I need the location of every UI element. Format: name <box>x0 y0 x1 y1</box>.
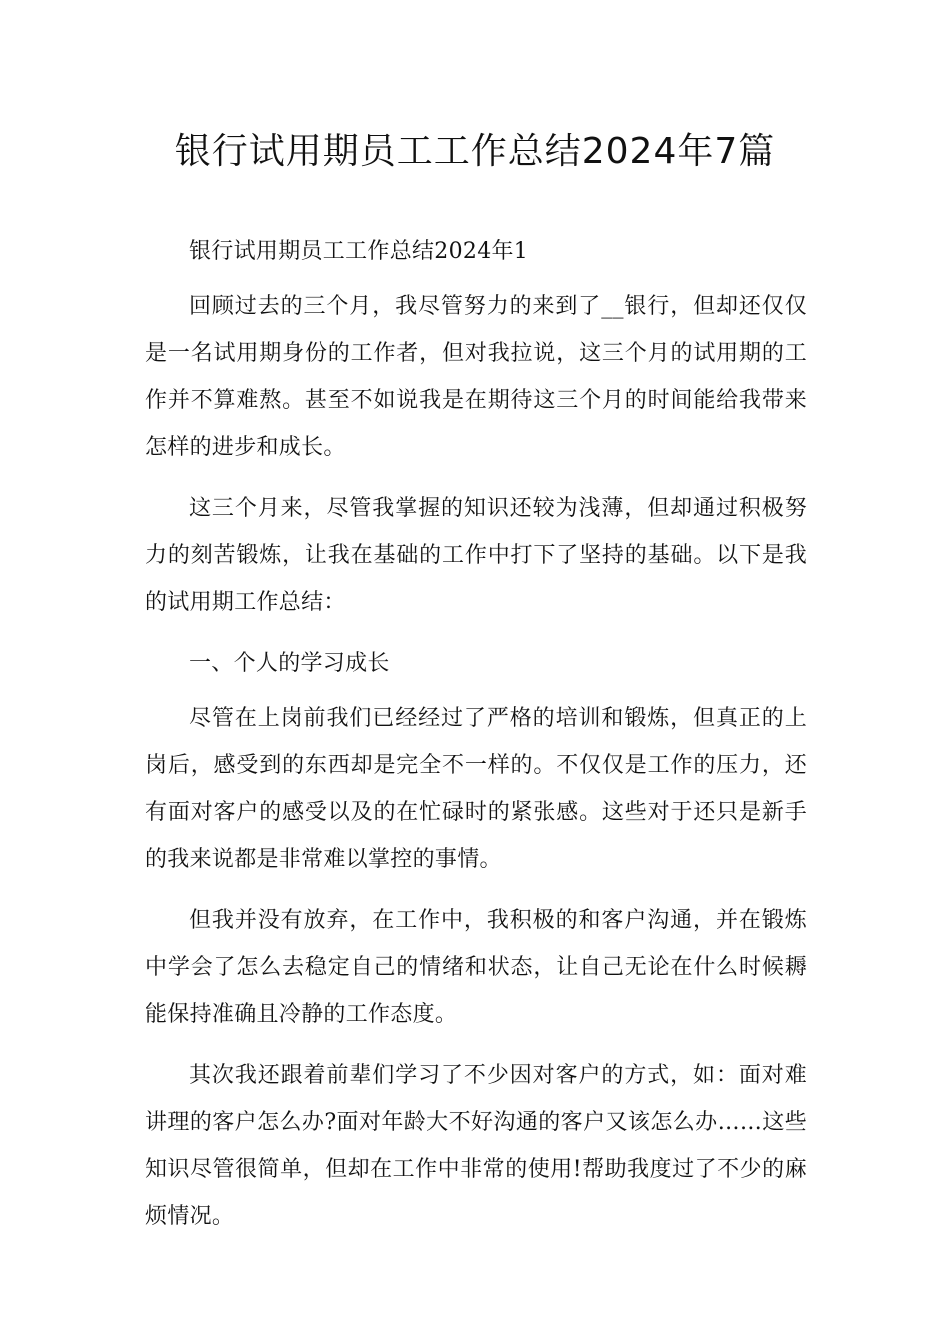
paragraph-methods: 其次我还跟着前辈们学习了不少因对客户的方式，如：面对难讲理的客户怎么办?面对年龄大不好沟通的客户又该怎么办……这些知识尽管很简单，但却在工作中非常的使用!帮助我度过了不少的麻烦情况。 <box>145 1063 807 1229</box>
paragraph-review: 回顾过去的三个月，我尽管努力的来到了__银行，但却还仅仅是一名试用期身份的工作者，但对我拉说，这三个月的试用期的工作并不算难熬。甚至不如说我是在期待这三个月的时间能给我带来怎样的进步和成长。 <box>145 294 807 460</box>
document-body <box>145 228 807 1254</box>
paragraph-pressure: 尽管在上岗前我们已经经过了严格的培训和锻炼，但真正的上岗后，感受到的东西却是完全不一样的。不仅仅是工作的压力，还有面对客户的感受以及的在忙碌时的紧张感。这些对于还只是新手的我来说都是非常难以掌控的事情。 <box>145 706 807 872</box>
paragraph-communication: 但我并没有放弃，在工作中，我积极的和客户沟通，并在锻炼中学会了怎么去稳定自己的情绪和状态，让自己无论在什么时候耨能保持准确且冷静的工作态度。 <box>145 908 807 1027</box>
paragraph-overview: 这三个月来，尽管我掌握的知识还较为浅薄，但却通过积极努力的刻苦锻炼，让我在基础的工作中打下了坚持的基础。以下是我的试用期工作总结： <box>145 496 807 615</box>
section-subtitle: 银行试用期员工工作总结2024年1 <box>189 239 529 264</box>
section-heading-learning: 一、个人的学习成长 <box>189 651 390 676</box>
document-title: 银行试用期员工工作总结2024年7篇 <box>174 131 776 172</box>
